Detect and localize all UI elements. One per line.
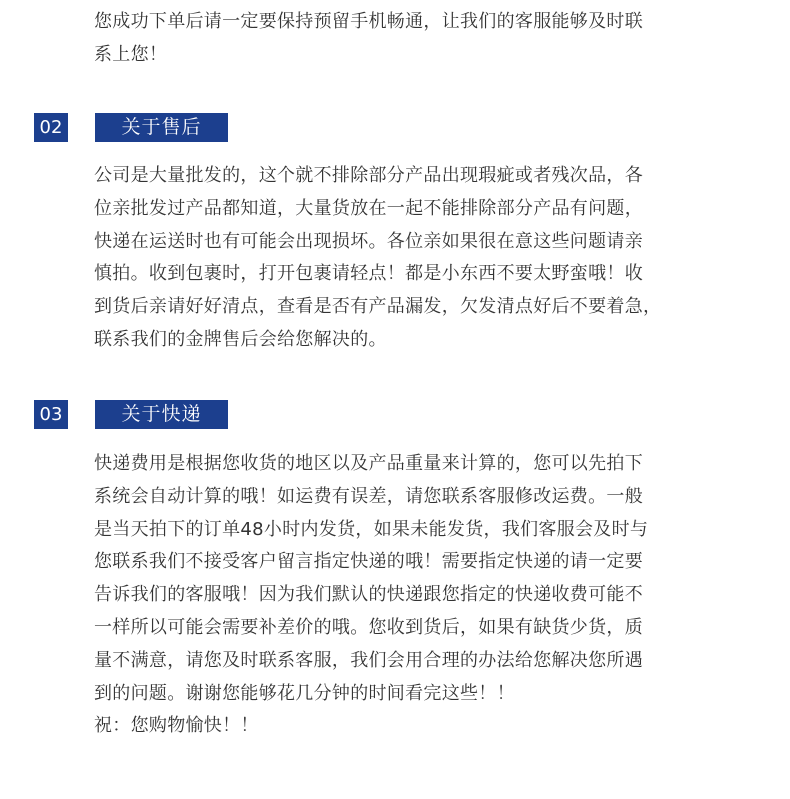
section-title: 关于售后	[95, 113, 228, 142]
text-line: 系统会自动计算的哦！如运费有误差，请您联系客服修改运费。一般	[94, 485, 643, 507]
text-line: 公司是大量批发的，这个就不排除部分产品出现瑕疵或者残次品，各	[94, 165, 643, 186]
text-line: 快递在运送时也有可能会出现损坏。各位亲如果很在意这些问题请亲	[94, 230, 643, 252]
text-line: 快递费用是根据您收货的地区以及产品重量来计算的，您可以先拍下	[94, 453, 643, 474]
section-number-badge: 02	[34, 113, 68, 142]
text-line: 一样所以可能会需要补差价的哦。您收到货后，如果有缺货少货，质	[94, 616, 643, 638]
section-title: 关于快递	[95, 400, 228, 429]
shipping-paragraph	[94, 448, 754, 743]
text-line: 慎拍。收到包裹时，打开包裹请轻点！都是小东西不要太野蛮哦！收	[94, 263, 643, 285]
text-line: 是当天拍下的订单48小时内发货，如果未能发货，我们客服会及时与	[94, 518, 649, 540]
section-number-badge: 03	[34, 400, 68, 429]
text-line: 系上您！	[94, 43, 168, 65]
text-line: 联系我们的金牌售后会给您解决的。	[94, 328, 387, 350]
text-line: 位亲批发过产品都知道，大量货放在一起不能排除部分产品有问题，	[94, 197, 643, 219]
text-line: 告诉我们的客服哦！因为我们默认的快递跟您指定的快递收费可能不	[94, 584, 643, 606]
text-line: 祝：您购物愉快！！	[94, 715, 259, 737]
intro-paragraph	[94, 6, 754, 72]
text-line: 您联系我们不接受客户留言指定快递的哦！需要指定快递的请一定要	[94, 551, 643, 573]
after-sales-paragraph	[94, 160, 754, 357]
text-line: 到的问题。谢谢您能够花几分钟的时间看完这些！！	[94, 682, 515, 704]
text-line: 到货后亲请好好清点，查看是否有产品漏发，欠发清点好后不要着急，	[94, 296, 662, 318]
text-line: 量不满意，请您及时联系客服，我们会用合理的办法给您解决您所遇	[94, 649, 643, 671]
text-line: 您成功下单后请一定要保持预留手机畅通，让我们的客服能够及时联	[94, 11, 643, 32]
